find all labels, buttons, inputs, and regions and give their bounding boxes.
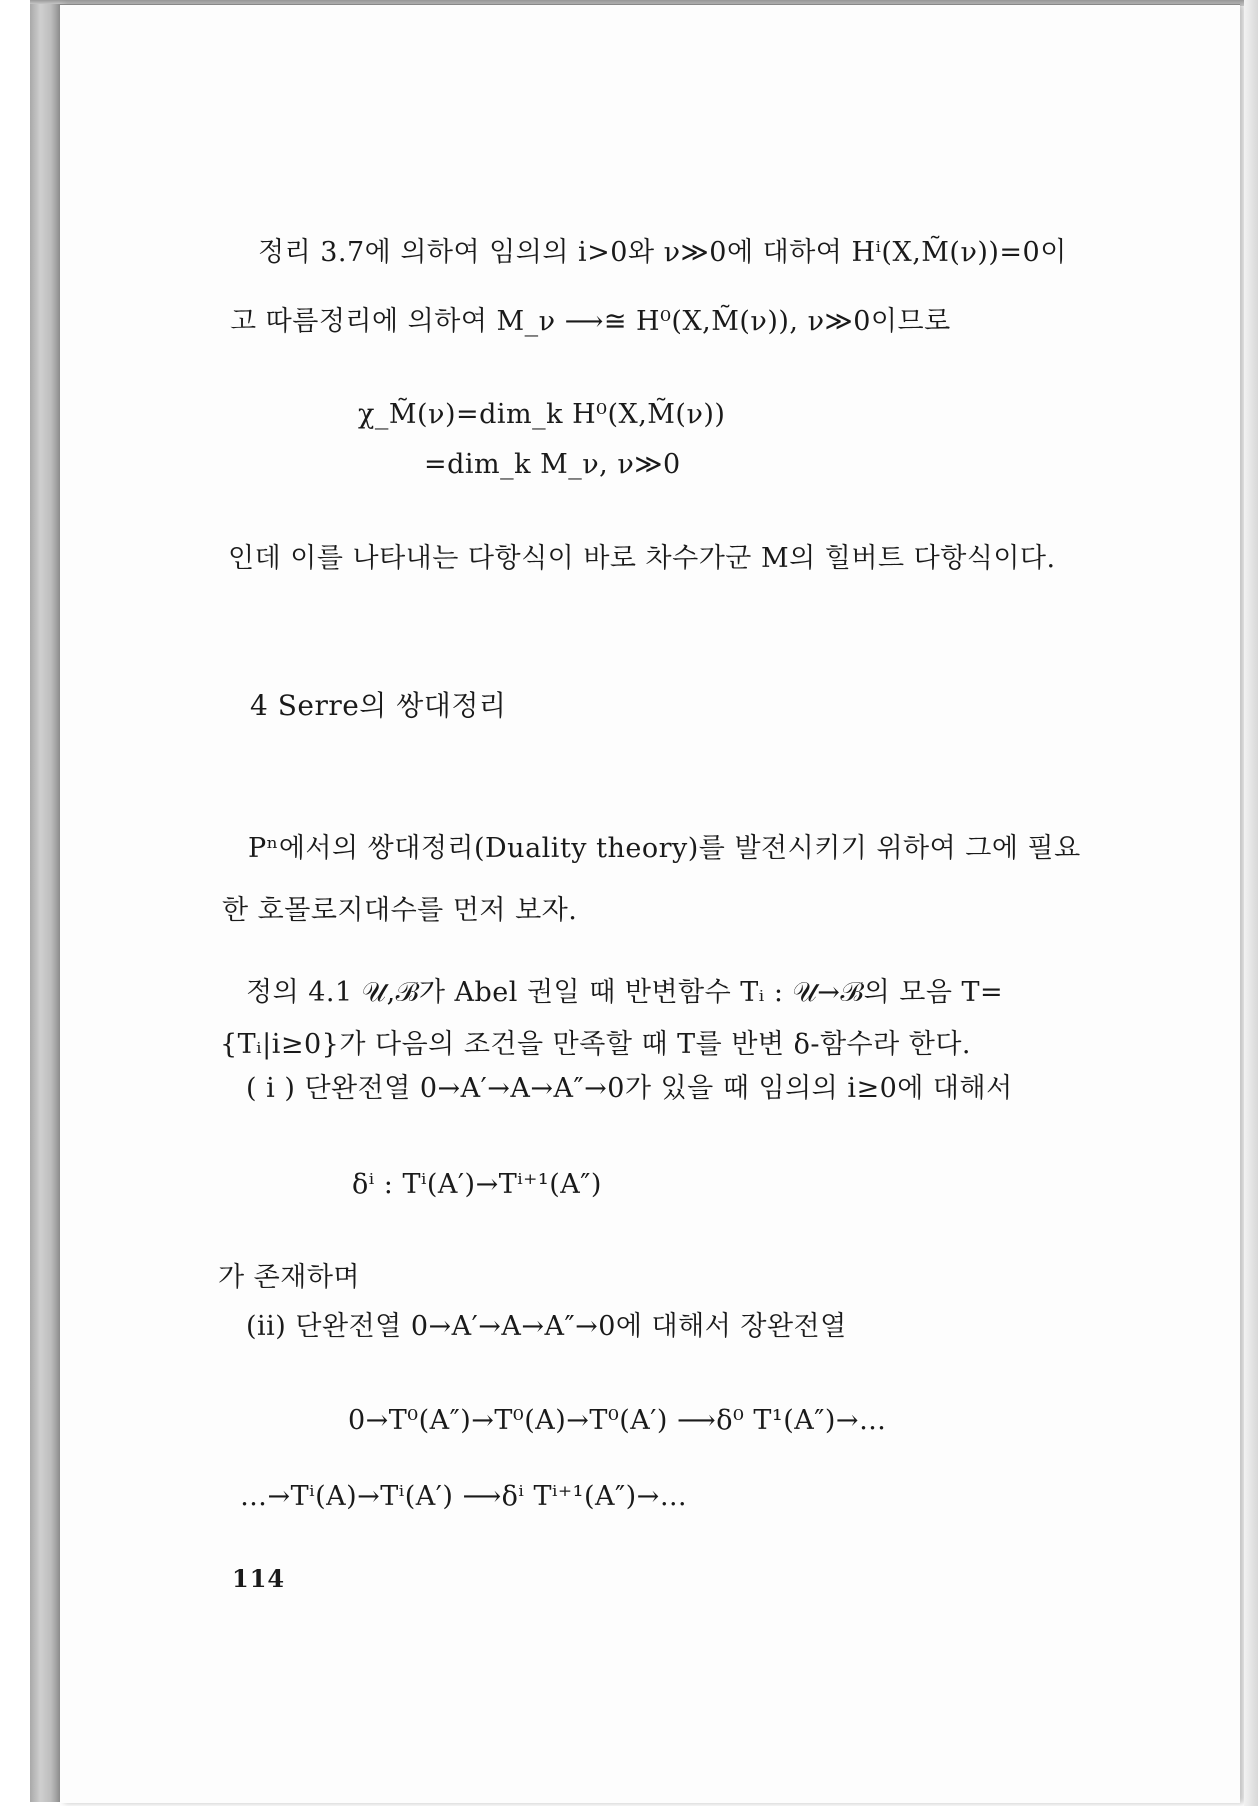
text-line: 정리 3.7에 의하여 임의의 i>0와 ν≫0에 대하여 Hⁱ(X,M̃(ν))=0이 [258, 237, 1067, 268]
book-edge [30, 4, 60, 1802]
text-line: 가 존재하며 [218, 1262, 360, 1293]
equation-line: =dim_k M_ν, ν≫0 [424, 449, 681, 480]
exact-sequence-line: 0→T⁰(A″)→T⁰(A)→T⁰(A′) ⟶δ⁰ T¹(A″)→… [348, 1405, 887, 1436]
page-right-shadow [1244, 0, 1258, 1806]
text-line: Pⁿ에서의 쌍대정리(Duality theory)를 발전시키기 위하여 그에 필요 [248, 833, 1081, 864]
condition-item: (ii) 단완전열 0→A′→A→A″→0에 대해서 장완전열 [246, 1311, 847, 1342]
condition-item: ( i ) 단완전열 0→A′→A→A″→0가 있을 때 임의의 i≥0에 대해서 [246, 1073, 1013, 1104]
text-line: 고 따름정리에 의하여 M_ν ⟶≅ H⁰(X,M̃(ν)), ν≫0이므로 [230, 306, 951, 337]
section-heading: 4 Serre의 쌍대정리 [250, 689, 507, 722]
text-line: {Tᵢ|i≥0}가 다음의 조건을 만족할 때 T를 반변 δ-함수라 한다. [220, 1029, 972, 1060]
equation-line: δⁱ : Tⁱ(A′)→Tⁱ⁺¹(A″) [352, 1169, 602, 1200]
text-line: 한 호몰로지대수를 먼저 보자. [222, 895, 578, 926]
page-number: 114 [232, 1564, 286, 1593]
equation-line: χ_M̃(ν)=dim_k H⁰(X,M̃(ν)) [358, 399, 726, 430]
text-line: 인데 이를 나타내는 다항식이 바로 차수가군 M의 힐버트 다항식이다. [228, 543, 1056, 574]
definition-title-line: 정의 4.1 𝒰,ℬ가 Abel 권일 때 반변함수 Tᵢ : 𝒰→ℬ의 모음 T= [246, 977, 1004, 1008]
exact-sequence-line: …→Tⁱ(A)→Tⁱ(A′) ⟶δⁱ Tⁱ⁺¹(A″)→… [240, 1481, 688, 1512]
